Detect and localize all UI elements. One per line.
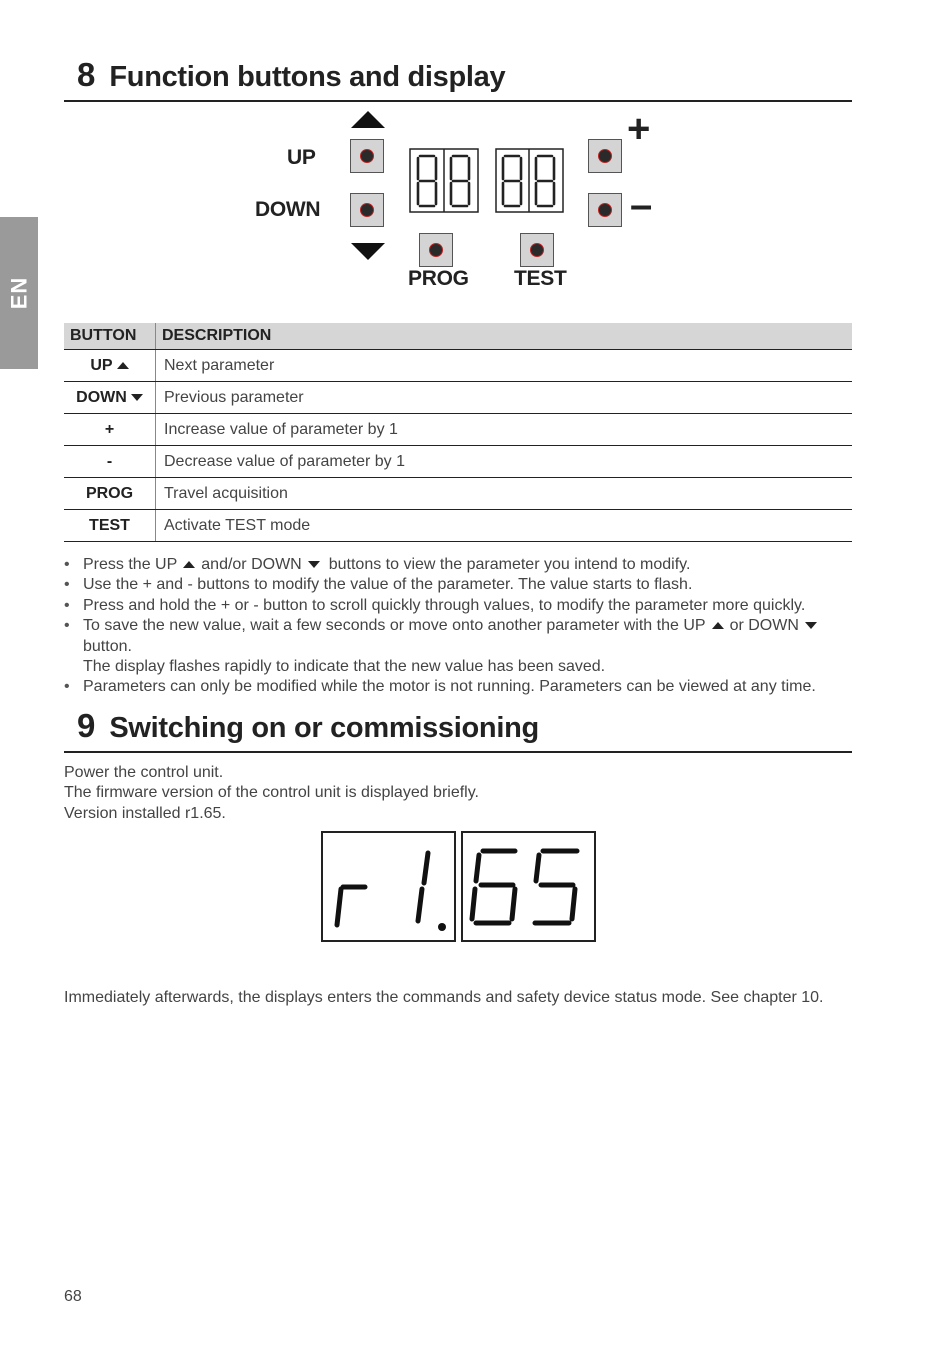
plus-button[interactable] (588, 139, 622, 173)
table-row (64, 414, 852, 446)
table-row (64, 478, 852, 510)
up-button[interactable] (350, 139, 384, 173)
table-cell-key (64, 382, 156, 414)
table-cell-desc: Increase value of parameter by 1 (156, 414, 853, 446)
test-button[interactable] (520, 233, 554, 267)
section-9-heading (64, 707, 852, 753)
table-cell-key: TEST (64, 510, 156, 542)
note-text: or DOWN (729, 617, 799, 635)
table-cell-desc: Next parameter (156, 350, 853, 382)
table-header-button: BUTTON (64, 323, 156, 350)
section-8-title: Function buttons and display (109, 61, 506, 93)
table-cell-desc: Previous parameter (156, 382, 853, 414)
page-number: 68 (64, 1288, 82, 1305)
display-char-6 (472, 851, 515, 923)
display-char-5 (535, 851, 577, 923)
display-digit-3 (503, 156, 521, 206)
up-triangle-icon (183, 561, 195, 568)
display-digit-1 (418, 156, 436, 206)
firmware-display-right-digits (463, 833, 594, 940)
table-cell-key (64, 350, 156, 382)
firmware-display-right (461, 831, 596, 942)
note-text: The display flashes rapidly to indicate that the new value has been saved. (83, 658, 606, 676)
table-row (64, 446, 852, 478)
prog-button[interactable] (419, 233, 453, 267)
table-cell-desc: Decrease value of parameter by 1 (156, 446, 853, 478)
test-label: TEST (514, 267, 567, 290)
list-item: • Parameters can only be modified while the motor is not running. Parameters can be viewed at any time. (64, 677, 864, 697)
commissioning-line-2: The firmware version of the control unit is displayed briefly. (64, 784, 479, 802)
section-9-number: 9 (77, 707, 96, 744)
note-text: button. (83, 637, 132, 655)
prog-label: PROG (408, 267, 469, 290)
note-text: and/or DOWN (201, 556, 302, 573)
down-triangle-icon (308, 561, 320, 568)
table-row (64, 382, 852, 414)
display-decimal-point (438, 923, 446, 931)
display-digit-2 (451, 156, 469, 206)
seven-segment-display (409, 148, 564, 214)
display-char-1 (418, 853, 428, 921)
after-text: Immediately afterwards, the displays enters the commands and safety device status mode. See chapter 10. (64, 989, 824, 1006)
table-cell-key: + (64, 414, 156, 446)
firmware-display-left (321, 831, 456, 942)
key-label: UP (90, 356, 113, 374)
control-panel-diagram (0, 0, 950, 320)
table-header-row (64, 323, 852, 350)
firmware-display-left-digits (323, 833, 454, 940)
minus-button[interactable] (588, 193, 622, 227)
table-row (64, 510, 852, 542)
minus-symbol: – (630, 183, 653, 227)
key-label: DOWN (76, 388, 127, 406)
down-triangle-icon (805, 622, 817, 629)
instruction-list (64, 555, 864, 698)
list-item: • Press and hold the + or - button to scroll quickly through values, to modify the parameter more quickly. (64, 596, 864, 616)
down-button[interactable] (350, 193, 384, 227)
table-cell-desc: Activate TEST mode (156, 510, 853, 542)
note-text: Press the UP (83, 556, 178, 573)
plus-symbol: + (627, 107, 651, 151)
up-triangle-icon (117, 362, 129, 369)
display-char-r (337, 887, 365, 925)
up-arrow-icon (351, 111, 385, 129)
button-table (64, 323, 852, 542)
table-cell-key: PROG (64, 478, 156, 510)
table-header-description: DESCRIPTION (156, 323, 853, 350)
down-label: DOWN (255, 198, 321, 221)
up-label: UP (287, 146, 316, 169)
table-cell-desc: Travel acquisition (156, 478, 853, 510)
note-text: To save the new value, wait a few seconds or move onto another parameter with the UP (83, 617, 706, 635)
language-tab-label: EN (6, 276, 31, 310)
list-item (64, 616, 864, 677)
section-9-title: Switching on or commissioning (109, 712, 539, 744)
display-digit-4 (536, 156, 554, 206)
list-item (64, 555, 864, 575)
section-8-number: 8 (77, 56, 96, 93)
up-triangle-icon (712, 622, 724, 629)
down-arrow-icon (351, 243, 385, 261)
down-triangle-icon (131, 394, 143, 401)
commissioning-line-3: Version installed r1.65. (64, 804, 226, 822)
note-text: buttons to view the parameter you intend to modify. (328, 556, 691, 573)
table-cell-key: - (64, 446, 156, 478)
list-item: • Use the + and - buttons to modify the value of the parameter. The value starts to flash. (64, 575, 864, 595)
commissioning-line-1: Power the control unit. (64, 764, 224, 781)
table-row (64, 350, 852, 382)
commissioning-text (64, 763, 479, 824)
